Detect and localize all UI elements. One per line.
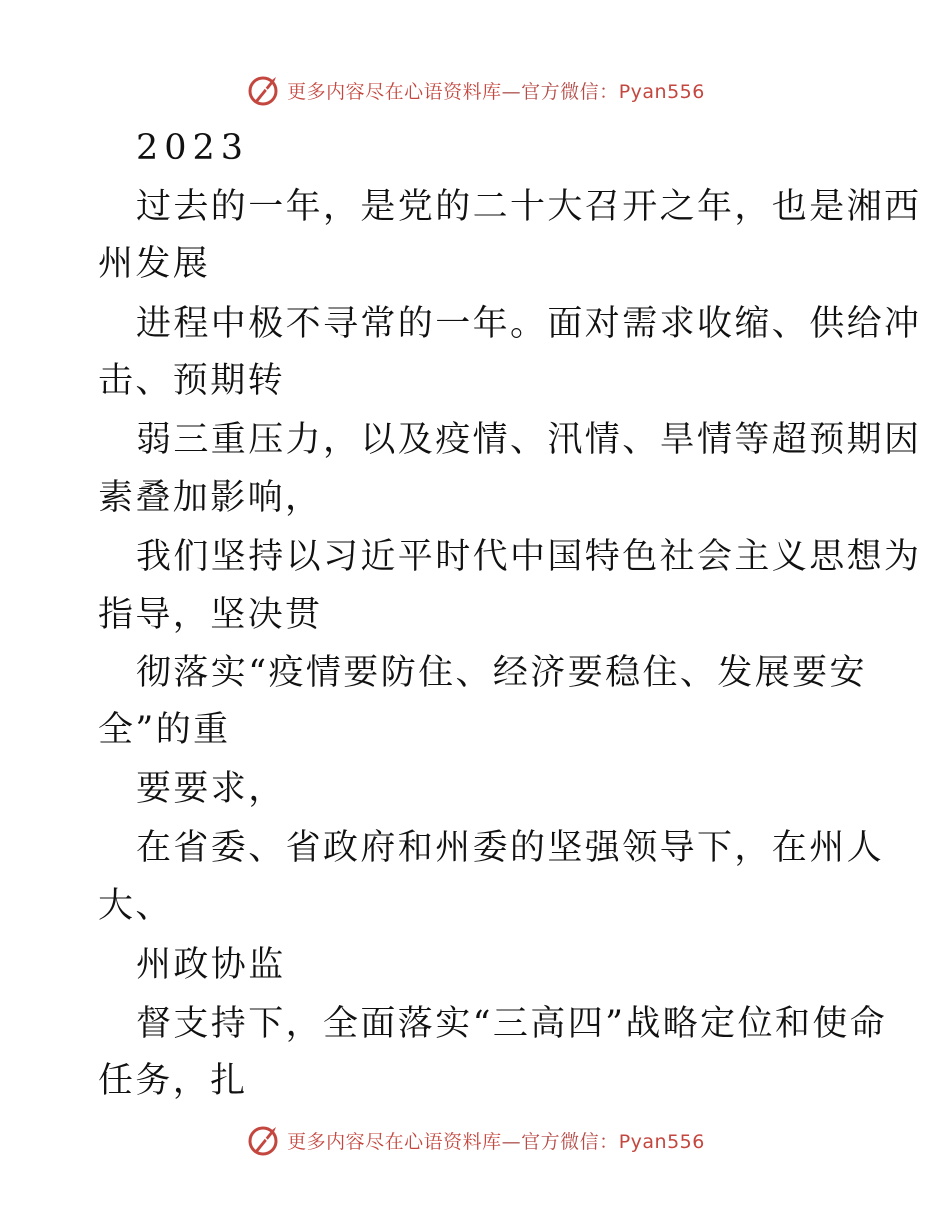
watermark-wechat-label: 官方微信： — [521, 80, 619, 103]
watermark-account: Pyan556 — [618, 80, 705, 103]
body-line: 州政协监 — [136, 945, 286, 985]
watermark-dash: — — [501, 1130, 522, 1153]
quill-pen-circle-icon — [245, 1122, 281, 1158]
body-line: 州发展 — [98, 244, 211, 284]
watermark-site: 更多内容尽在心语资料库 — [287, 80, 502, 103]
footer-watermark — [0, 1118, 950, 1162]
body-line: 进程中极不寻常的一年。面对需求收缩、供给冲 — [136, 304, 922, 344]
body-line: 督支持下，全面落实“三高四”战略定位和使命 — [136, 1004, 888, 1044]
watermark-text — [287, 77, 705, 104]
watermark-wechat-label: 官方微信： — [521, 1130, 619, 1153]
body-line: 我们坚持以习近平时代中国特色社会主义思想为 — [136, 537, 922, 577]
watermark-site: 更多内容尽在心语资料库 — [287, 1130, 502, 1153]
body-line: 全”的重 — [98, 710, 231, 750]
header-watermark — [0, 68, 950, 112]
body-line: 击、预期转 — [98, 361, 286, 401]
watermark-text — [287, 1127, 705, 1154]
watermark-account: Pyan556 — [618, 1130, 705, 1153]
body-line: 大、 — [98, 886, 173, 926]
body-line: 在省委、省政府和州委的坚强领导下，在州人 — [136, 828, 885, 868]
watermark-dash: — — [501, 80, 522, 103]
body-line: 任务，扎 — [98, 1061, 248, 1101]
body-line-year: 2023 — [136, 128, 250, 168]
body-line: 弱三重压力，以及疫情、汛情、旱情等超预期因 — [136, 420, 922, 460]
body-line: 要要求， — [136, 769, 286, 809]
quill-pen-circle-icon — [245, 72, 281, 108]
body-line: 素叠加影响， — [98, 478, 323, 518]
body-line: 彻落实“疫情要防住、经济要稳住、发展要安 — [136, 653, 867, 693]
body-line: 过去的一年，是党的二十大召开之年，也是湘西 — [136, 187, 922, 227]
body-line: 指导，坚决贯 — [98, 595, 323, 635]
